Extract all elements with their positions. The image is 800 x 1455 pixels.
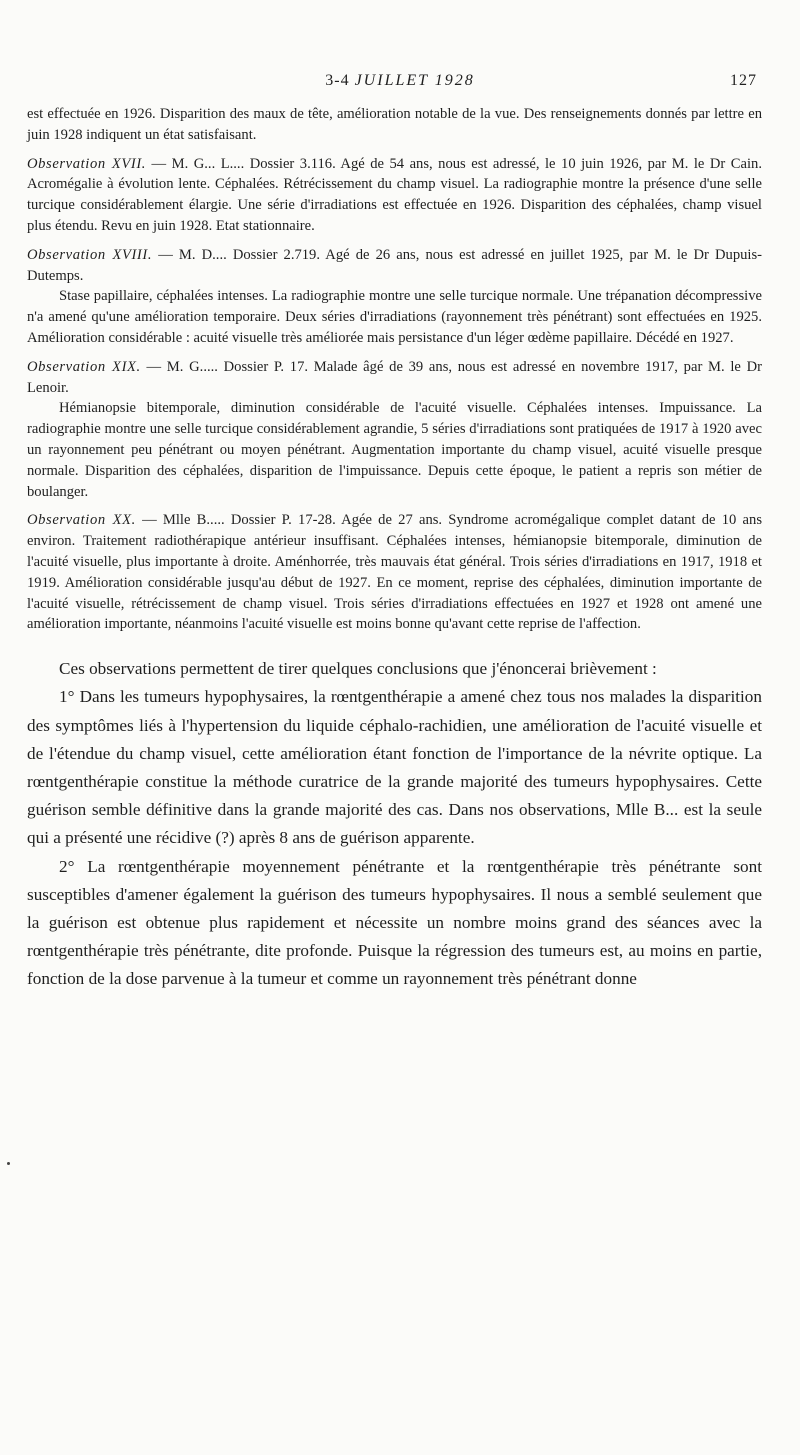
observation-xvii (27, 154, 762, 237)
observation-text: — M. G... L.... Dossier 3.116. Agé de 54 ans, nous est adressé, le 10 juin 1926, par M. le Dr Cain. Acromégalie à évolution lente. Céphalées. Rétrécissement du champ visuel. La radiographie montre la présence d'une selle turcique considérablement élargie. Une série d'irradiations est effectuée en 1926. Disparition des céphalées, champ visuel plus étendu. Revu en juin 1928. Etat stationnaire. (27, 155, 762, 234)
observation-xviii (27, 245, 762, 287)
paragraph-text: Stase papillaire, céphalées intenses. La radiographie montre une selle turcique normale. Une trépanation décompressive n'a amené qu'une amélioration temporaire. Deux séries d'irradiations (rayonnement très pénétrant) sont effectuées en 1925. Amélioration considérable : acuité visuelle très améliorée mais persistance d'un léger œdème papillaire. Décédé en 1927. (27, 288, 762, 346)
observation-xix (27, 357, 762, 399)
running-head-date: JUILLET 1928 (354, 72, 475, 89)
paragraph-text: Hémianopsie bitemporale, diminution considérable de l'acuité visuelle. Céphalées intenses. Impuissance. La radiographie montre une selle turcique considérablement agrandie, 5 séries d'irradiations sont pratiquées de 1917 à 1920 avec un rayonnement peu pénétrant ou moyen pénétrant. Augmentation importante du champ visuel, acuité visuelle presque normale. Disparition des céphalées, disparition de l'impuissance. Depuis cette époque, le patient a repris son métier de boulanger. (27, 400, 762, 500)
observation-xviii-details (27, 286, 762, 348)
running-head-prefix: 3-4 (325, 72, 350, 89)
observation-title: Observation XIX. (27, 358, 141, 375)
conclusion-1 (27, 683, 762, 852)
page-number: 127 (730, 72, 757, 89)
article-body (27, 104, 762, 994)
page-header (0, 72, 800, 102)
paragraph-continuation (27, 104, 762, 146)
paragraph-text: 2° La rœntgenthérapie moyennement pénétrante et la rœntgenthérapie très pénétrante sont susceptibles d'amener également la guérison des tumeurs hypophysaires. Il nous a semblé seulement que la guérison est obtenue plus rapidement et nécessite un nombre moins grand des séances avec la rœntgenthérapie très pénétrante, dite profonde. Puisque la régression des tumeurs est, au moins en partie, fonction de la dose parvenue à la tumeur et comme un rayonnement très pénétrant donne (27, 856, 762, 989)
conclusions-intro (27, 655, 762, 683)
observation-text: — M. G..... Dossier P. 17. Malade âgé de 39 ans, nous est adressé en novembre 1917, par M. le Dr Lenoir. (27, 358, 762, 396)
observation-xx (27, 510, 762, 635)
observation-title: Observation XVII. (27, 155, 147, 172)
paragraph-text: 1° Dans les tumeurs hypophysaires, la rœntgenthérapie a amené chez tous nos malades la disparition des symptômes liés à l'hypertension du liquide céphalo-rachidien, une amélioration de l'acuité visuelle et de l'étendue du champ visuel, cette amélioration étant fonction de l'importance de la névrite optique. La rœntgenthérapie constitue la méthode curatrice de la grande majorité des tumeurs hypophysaires. Cette guérison semble définitive dans la grande majorité des cas. Dans nos observations, Mlle B... est la seule qui a présenté une récidive (?) après 8 ans de guérison apparente. (27, 687, 762, 848)
observation-text: — Mlle B..... Dossier P. 17-28. Agée de 27 ans. Syndrome acromégalique complet datant de 10 ans environ. Traitement radiothérapique antérieur insuffisant. Céphalées intenses, hémianopsie bitemporale, diminution de l'acuité visuelle, plus importante à droite. Aménhorrée, très mauvais état général. Trois séries d'irradiations en 1917, 1918 et 1919. Amélioration considérable jusqu'au début de 1927. En ce moment, reprise des céphalées, diminution importante de l'acuité visuelle, rétrécissement de champ visuel. Trois séries d'irradiations effectuées en 1927 et 1928 ont amené une amélioration importante, néanmoins l'acuité visuelle est moins bonne qu'avant cette reprise de l'affection. (27, 512, 763, 633)
paragraph-text: est effectuée en 1926. Disparition des maux de tête, amélioration notable de la vue. Des renseignements donnés par lettre en juin 1928 indiquent un état satisfaisant. (27, 106, 762, 143)
observation-title: Observation XX. (27, 512, 136, 529)
conclusion-2 (27, 853, 762, 994)
observation-text: — M. D.... Dossier 2.719. Agé de 26 ans, nous est adressé en juillet 1925, par M. le Dr Dupuis-Dutemps. (27, 246, 763, 284)
margin-speck (7, 1162, 10, 1165)
observation-title: Observation XVIII. (27, 246, 153, 263)
observation-xix-details (27, 398, 762, 502)
running-head (0, 72, 800, 90)
paragraph-text: Ces observations permettent de tirer quelques conclusions que j'énoncerai brièvement : (59, 659, 657, 679)
